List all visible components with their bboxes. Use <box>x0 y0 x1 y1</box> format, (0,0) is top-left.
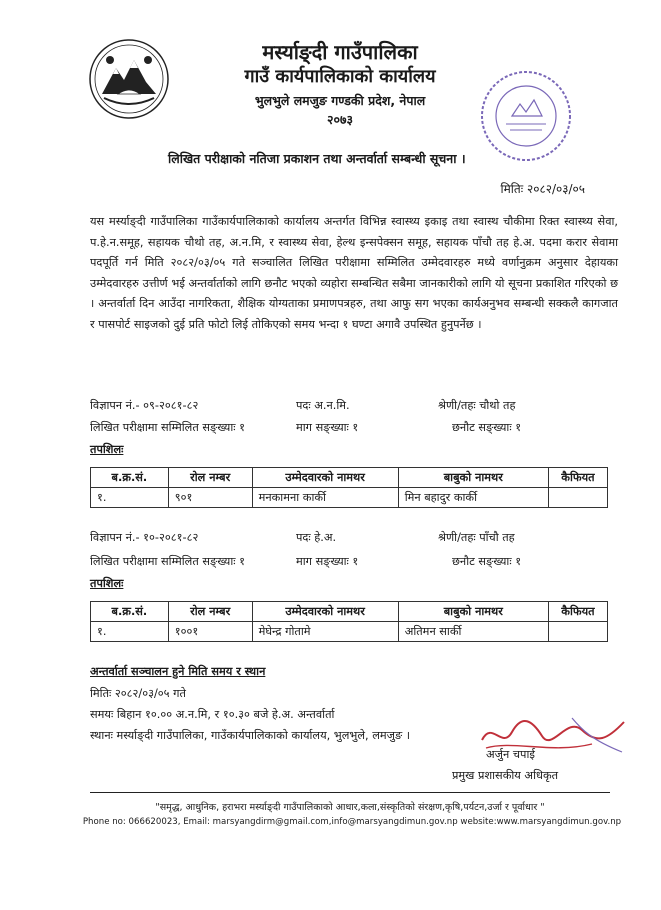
vacancy1-post: पदः अ.न.मि. <box>296 399 350 412</box>
signatory-title: प्रमुख प्रशासकीय अधिकृत <box>452 769 559 782</box>
table-header-row <box>91 602 608 622</box>
vacancy2-post: पदः हे.अ. <box>296 531 337 544</box>
vacancy1-advert: विज्ञापन नं.- ०९-२०८१-८२ <box>90 399 199 412</box>
vacancy2-selected: छनौट सङ्ख्याः १ <box>452 555 522 568</box>
office-address: भुलभुले लमजुङ गण्डकी प्रदेश, नेपाल <box>254 93 426 108</box>
vacancy2-results-table <box>90 601 608 642</box>
notice-body: यस मर्स्याङ्दी गाउँपालिका गाउँकार्यपालिकाको कार्यालय अन्तर्गत विभिन्न स्वास्थ्य इकाइ तथा स्वास्थ चौकीमा रिक्त स्वास्थ्य सेवा, प.हे.न.समूह, सहायक चौथो तह, अ.न.मि, र स्वास्थ्य सेवा, हेल्थ इन्सपेक्सन समूह, सहायक पाँचौ तह हे.अ. पदमा करार सेवामा पदपूर्ति गर्न मिति २०८२/०३/०५ गते सञ्चालित लिखित परीक्षामा सम्मिलित उम्मेदवारहरु मध्ये वर्णानुक्रम अनुसार देहायका उम्मेदवारहरु उत्तीर्ण भई अन्तर्वार्ताको लागि छनौट भएको व्यहोरा सम्बन्धित सबैमा जानकारीको लागि यो सूचना प्रकाशित गरिएको छ । अन्तर्वार्ता दिन आउँदा नागरिकता, शैक्षिक योग्यताका प्रमाणपत्रहरु, तथा आफु सग भएका कार्यअनुभव सम्बन्धी सक्कलै कागजात र पासपोर्ट साइजको दुई प्रति फोटो लिई तोकिएको समय भन्दा १ घण्टा अगावै उपस्थित हुनुपर्नेछ । <box>90 215 618 331</box>
col-serial-header: ब.क्र.सं. <box>91 468 169 488</box>
vacancy2-details-label: तपशिलः <box>90 577 124 590</box>
vacancy2-appeared: लिखित परीक्षामा सम्मिलित सङ्ख्याः १ <box>90 555 246 568</box>
remarks-cell <box>548 622 607 642</box>
footer-divider <box>90 792 610 793</box>
serial-cell: १. <box>91 622 169 642</box>
signatory-name: अर्जुन चपाई <box>486 748 535 761</box>
candidate-cell: मनकामना कार्की <box>252 488 398 508</box>
interview-time: समयः बिहान १०.०० अ.न.मि, र १०.३० बजे हे.अ. अन्तर्वार्ता <box>90 708 335 721</box>
office-seal-stamp-icon <box>476 66 576 166</box>
footer-contact: Phone no: 066620023, Email: marsyangdirm@gmail.com,info@marsyangdimun.gov.np website:www.marsyangdimun.gov.np <box>82 817 622 827</box>
vacancy1-details-label: तपशिलः <box>90 443 124 456</box>
vacancy1-appeared: लिखित परीक्षामा सम्मिलित सङ्ख्याः १ <box>90 421 246 434</box>
nepal-government-emblem-icon <box>88 38 170 120</box>
office-name: गाउँ कार्यपालिकाको कार्यालय <box>244 66 436 87</box>
serial-cell: १. <box>91 488 169 508</box>
col-serial-header: ब.क्र.सं. <box>91 602 169 622</box>
father-cell: अतिमन सार्की <box>398 622 548 642</box>
col-candidate-header: उम्मेदवारको नामथर <box>252 468 398 488</box>
col-father-header: बाबुको नामथर <box>398 602 548 622</box>
col-roll-header: रोल नम्बर <box>168 602 252 622</box>
roll-cell: १००१ <box>168 622 252 642</box>
notice-date: मितिः २०८२/०३/०५ <box>500 182 585 196</box>
vacancy1-selected: छनौट सङ्ख्याः १ <box>452 421 522 434</box>
table-row <box>91 488 608 508</box>
interview-place: स्थानः मर्स्याङ्दी गाउँपालिका, गाउँकार्यपालिकाको कार्यालय, भुलभुले, लमजुङ । <box>90 729 411 742</box>
vacancy1-demand: माग सङ्ख्याः १ <box>296 421 359 434</box>
vacancy2-demand: माग सङ्ख्याः १ <box>296 555 359 568</box>
vacancy1-level: श्रेणी/तहः चौथो तह <box>438 399 516 412</box>
col-remarks-header: कैफियत <box>548 602 607 622</box>
col-remarks-header: कैफियत <box>548 468 607 488</box>
footer-motto: "समृद्ध, आधुनिक, हराभरा मर्स्याङ्दी गाउँपालिकाको आधार,कला,संस्कृतिको संरक्षण,कृषि,पर्यटन,उर्जा र पूर्वाधार " <box>155 802 545 813</box>
vacancy2-advert: विज्ञापन नं.- १०-२०८१-८२ <box>90 531 199 544</box>
interview-heading: अन्तर्वार्ता सञ्चालन हुने मिति समय र स्थान <box>90 665 266 678</box>
col-candidate-header: उम्मेदवारको नामथर <box>252 602 398 622</box>
notice-subject: लिखित परीक्षाको नतिजा प्रकाशन तथा अन्तर्वार्ता सम्बन्धी सूचना । <box>168 151 466 166</box>
interview-date: मितिः २०८२/०३/०५ गते <box>90 687 186 700</box>
vacancy1-results-table <box>90 467 608 508</box>
established-year: २०७३ <box>326 112 353 127</box>
col-roll-header: रोल नम्बर <box>168 468 252 488</box>
father-cell: मिन बहादुर कार्की <box>398 488 548 508</box>
table-row <box>91 622 608 642</box>
table-header-row <box>91 468 608 488</box>
remarks-cell <box>548 488 607 508</box>
col-father-header: बाबुको नामथर <box>398 468 548 488</box>
candidate-cell: मेघेन्द्र गोतामे <box>252 622 398 642</box>
vacancy2-level: श्रेणी/तहः पाँचौ तह <box>438 531 515 544</box>
roll-cell: ९०१ <box>168 488 252 508</box>
municipality-name: मर्स्याङ्दी गाउँपालिका <box>262 40 418 64</box>
